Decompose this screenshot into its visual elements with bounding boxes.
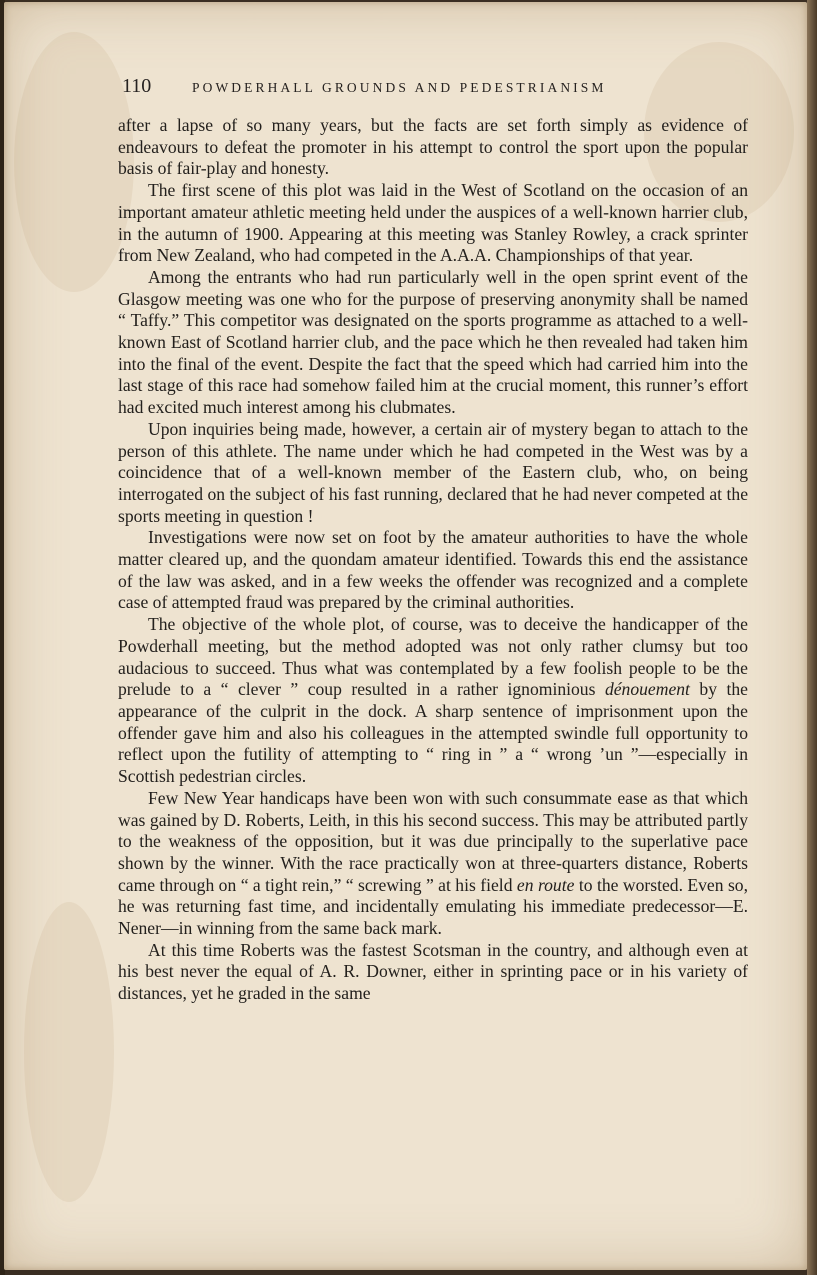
paragraph: Among the entrants who had run particularly well in the open sprint event of the Glasgow meeting was one who for the purpose of preserving anonymity shall be named “ Taffy.” This competitor was designated on the sports programme as attached to a well-known East of Scotland harrier club, and the pace which he then revealed had taken him into the final of the event. Despite the fact that the speed which had carried him into the last stage of this race had somehow failed him at the crucial moment, this runner’s effort had excited much interest among his clubmates.	[118, 266, 748, 418]
paragraph-text: The objective of the whole plot, of course, was to deceive the handicapper of the Powderhall meeting, but the method adopted was not only rather clumsy but too audacious to succeed. Thus what was contemplated by a few foolish people to be the prelude to a “ clever ” coup resulted in a rather ignominious	[118, 614, 748, 700]
body-text	[118, 115, 748, 1005]
paragraph-text: Few New Year handicaps have been won with such consummate ease as that which was gained by D. Roberts, Leith, in this his second success. This may be attributed partly to the weakness of the opposition, but it was due principally to the superlative pace shown by the winner. With the race practically won at three-quarters distance, Roberts came through on “ a tight rein,” “ screwing ” at his field	[118, 787, 748, 895]
paragraph: after a lapse of so many years, but the facts are set forth simply as evidence of endeavours to defeat the promoter in his attempt to control the sport upon the popular basis of fair-play and honesty.	[118, 115, 748, 179]
page-stain	[14, 32, 134, 292]
italic-term: dénouement	[604, 679, 690, 700]
paragraph-text: by the appearance of the culprit in the dock. A sharp sentence of imprisonment upon the offender gave him and also his colleagues in the attempted swindle full opportunity to reflect upon the futility of attempting to “ ring in ” a “ wrong ’un ”—especially in Scottish pedestrian circles.	[118, 679, 748, 787]
paragraph-text: to the worsted. Even so, he was returning fast time, and incidentally emulating his immediate predecessor—E. Nener—in winning from the same back mark.	[118, 874, 748, 939]
paragraph: Upon inquiries being made, however, a certain air of mystery began to attach to the person of this athlete. The name under which he had competed in the West was by a coincidence that of a well-known member of the Eastern club, who, on being interrogated on the subject of his fast running, declared that he had never competed at the sports meeting in question !	[118, 418, 748, 526]
page-header	[118, 75, 758, 105]
paragraph	[118, 614, 748, 788]
paragraph: At this time Roberts was the fastest Scotsman in the country, and although even at his best never the equal of A. R. Downer, either in sprinting pace or in his variety of distances, yet he graded in the same	[118, 939, 748, 1004]
paragraph: Investigations were now set on foot by the amateur authorities to have the whole matter cleared up, and the quondam amateur identified. Towards this end the assistance of the law was asked, and in a few weeks the offender was recognized and a complete case of attempted fraud was prepared by the criminal authorities.	[118, 527, 748, 613]
paragraph: The first scene of this plot was laid in the West of Scotland on the occasion of an important amateur athletic meeting held under the auspices of a well-known harrier club, in the autumn of 1900. Appearing at this meeting was Stanley Rowley, a crack sprinter from New Zealand, who had competed in the A.A.A. Championships of that year.	[118, 180, 748, 266]
page-number: 110	[122, 75, 152, 97]
paragraph	[118, 788, 748, 940]
running-head: POWDERHALL GROUNDS AND PEDESTRIANISM	[192, 80, 607, 95]
italic-term: en route	[516, 874, 575, 895]
page-stain	[24, 902, 114, 1202]
page-right-edge	[807, 0, 817, 1275]
